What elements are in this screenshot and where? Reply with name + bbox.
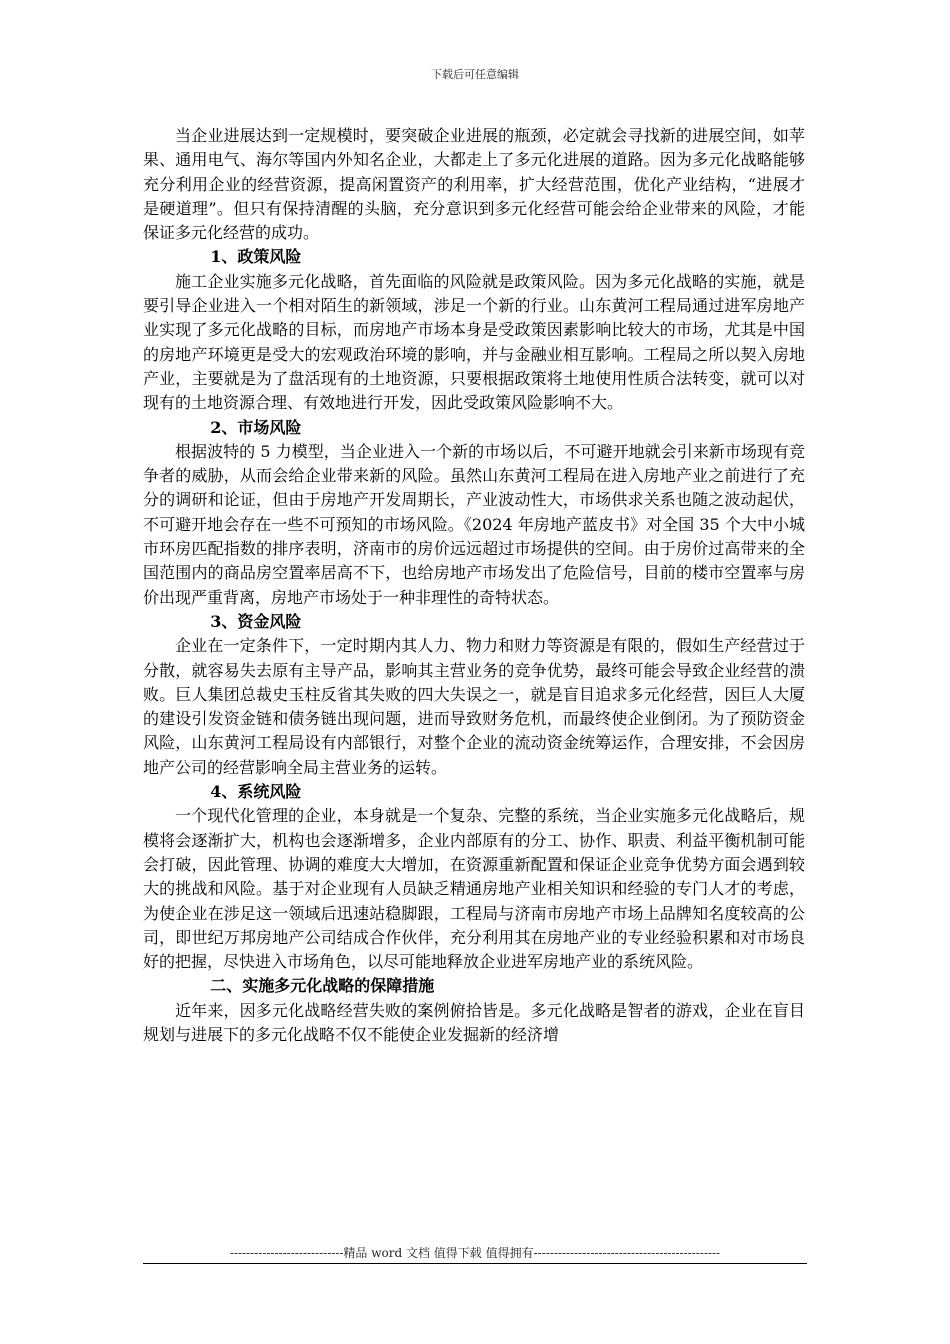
page-footer-note: ----------------------------精品 word 文档 值得下载 值得拥有----------------------------------------------: [229, 1246, 721, 1260]
intro-paragraph: 当企业进展达到一定规模时，要突破企业进展的瓶颈，必定就会寻找新的进展空间，如苹果、通用电气、海尔等国内外知名企业，大都走上了多元化进展的道路。因为多元化战略能够充分利用企业的经营资源，提高闲置资产的利用率，扩大经营范围，优化产业结构，“进展才是硬道理”。但只有保持清醒的头脑，充分意识到多元化经营可能会给企业带来的风险，才能保证多元化经营的成功。: [143, 126, 805, 243]
footer-divider: [143, 1263, 807, 1264]
section-paragraph-safeguards: 近年来，因多元化战略经营失败的案例俯拾皆是。多元化战略是智者的游戏，企业在盲目规划与进展下的多元化战略不仅不能使企业发掘新的经济增: [143, 1000, 805, 1044]
section-heading-market-risk: 2、市场风险: [210, 417, 302, 437]
section-heading-capital-risk: 3、资金风险: [210, 611, 302, 631]
section-heading-policy-risk: 1、政策风险: [210, 247, 302, 267]
section-paragraph-capital-risk: 企业在一定条件下，一定时期内其人力、物力和财力等资源是有限的，假如生产经营过于分散，就容易失去原有主导产品，影响其主营业务的竞争优势，最终可能会导致企业经营的溃败。巨人集团总裁史玉柱反省其失败的四大失误之一，就是盲目追求多元化经营，因巨人大厦的建设引发资金链和债务链出现问题，进而导致财务危机，而最终使企业倒闭。为了预防资金风险，山东黄河工程局设有内部银行，对整个企业的流动资金统筹运作，合理安排，不会因房地产公司的经营影响全局主营业务的运转。: [143, 636, 805, 777]
section-heading-system-risk: 4、系统风险: [210, 782, 302, 802]
section-heading-safeguards: 二、实施多元化战略的保障措施: [210, 976, 435, 996]
section-paragraph-system-risk: 一个现代化管理的企业，本身就是一个复杂、完整的系统，当企业实施多元化战略后，规模将会逐渐扩大，机构也会逐渐增多，企业内部原有的分工、协作、职责、利益平衡机制可能会打破，因此管理、协调的难度大大增加，在资源重新配置和保证企业竞争优势方面会遇到较大的挑战和风险。基于对企业现有人员缺乏精通房地产业相关知识和经验的专门人才的考虑，为使企业在涉足这一领域后迅速站稳脚跟，工程局与济南市房地产市场上品牌知名度较高的公司，即世纪万邦房地产公司结成合作伙伴，充分利用其在房地产业的专业经验积累和对市场良好的把握，尽快进入市场角色，以尽可能地释放企业进军房地产业的系统风险。: [143, 806, 805, 972]
section-paragraph-market-risk: 根据波特的 5 力模型，当企业进入一个新的市场以后，不可避开地就会引来新市场现有竞争者的威胁，从而会给企业带来新的风险。虽然山东黄河工程局在进入房地产业之前进行了充分的调研和论证，但由于房地产开发周期长，产业波动性大，市场供求关系也随之波动起伏，不可避开地会存在一些不可预知的市场风险。《2024 年房地产蓝皮书》对全国 35 个大中小城市环房匹配指数的排序表明，济南市的房价远远超过市场提供的空间。由于房价过高带来的全国范围内的商品房空置率居高不下，也给房地产市场发出了危险信号，目前的楼市空置率与房价出现严重背离，房地产市场处于一种非理性的奇特状态。: [143, 441, 805, 607]
page-header-note: 下载后可任意编辑: [431, 68, 519, 81]
document-body: [143, 124, 805, 1047]
section-paragraph-policy-risk: 施工企业实施多元化战略，首先面临的风险就是政策风险。因为多元化战略的实施，就是要引导企业进入一个相对陌生的新领域，涉足一个新的行业。山东黄河工程局通过进军房地产业实现了多元化战略的目标，而房地产市场本身是受政策因素影响比较大的市场，尤其是中国的房地产环境更是受大的宏观政治环境的影响，并与金融业相互影响。工程局之所以契入房地产业，主要就是为了盘活现有的土地资源，只要根据政策将土地使用性质合法转变，就可以对现有的土地资源合理、有效地进行开发，因此受政策风险影响不大。: [143, 271, 805, 413]
